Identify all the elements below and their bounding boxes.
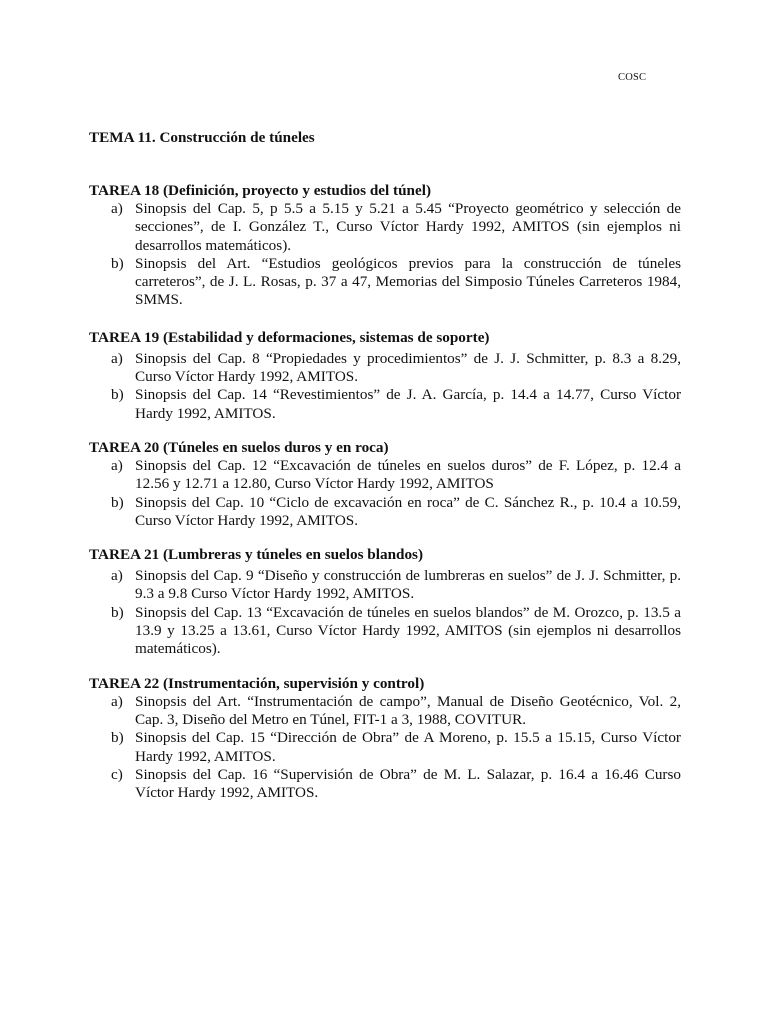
task-20: [89, 438, 681, 530]
list-item: [89, 457, 681, 494]
item-text: Sinopsis del Cap. 15 “Dirección de Obra” de A Moreno, p. 15.5 a 15.15, Curso Víctor Hardy 1992, AMITOS.: [135, 729, 681, 765]
task-heading: TAREA 18 (Definición, proyecto y estudios del túnel): [89, 182, 431, 199]
task-list: [89, 181, 681, 817]
item-text: Sinopsis del Cap. 16 “Supervisión de Obra” de M. L. Salazar, p. 16.4 a 16.46 Curso Víctor Hardy 1992, AMITOS.: [135, 765, 681, 802]
page-title: TEMA 11. Construcción de túneles: [89, 129, 315, 146]
item-marker: a): [111, 200, 123, 217]
list-item: [89, 494, 681, 531]
task-21: [89, 545, 681, 658]
list-item: [89, 255, 681, 310]
item-text: Sinopsis del Art. “Instrumentación de campo”, Manual de Diseño Geotécnico, Vol. 2, Cap. 3, Diseño del Metro en Túnel, FIT-1 a 3, 1988, COVITUR.: [135, 692, 681, 728]
item-text: Sinopsis del Cap. 14 “Revestimientos” de J. A. García, p. 14.4 a 14.77, Curso Víctor Hardy 1992, AMITOS.: [135, 386, 681, 422]
task-items: [89, 457, 681, 530]
list-item: [89, 567, 681, 604]
task-items: [89, 567, 681, 658]
item-text: Sinopsis del Cap. 5, p 5.5 a 5.15 y 5.21 a 5.45 “Proyecto geométrico y selección de secciones”, de I. González T., Curso Víctor Hardy 1992, AMITOS (sin ejemplos ni desarrollos matemáticos).: [135, 200, 681, 254]
item-text: Sinopsis del Cap. 8 “Propiedades y procedimientos” de J. J. Schmitter, p. 8.3 a 8.29, Curso Víctor Hardy 1992, AMITOS.: [135, 349, 681, 386]
item-marker: b): [111, 603, 124, 621]
task-items: [89, 200, 681, 310]
list-item: [89, 693, 681, 730]
list-item: [89, 604, 681, 659]
item-text: Sinopsis del Cap. 9 “Diseño y construcción de lumbreras en suelos” de J. J. Schmitter, p. 9.3 a 9.8 Curso Víctor Hardy 1992, AMITOS.: [135, 567, 681, 603]
task-heading: TAREA 19 (Estabilidad y deformaciones, sistemas de soporte): [89, 328, 490, 346]
list-item: [89, 729, 681, 766]
list-item: [89, 386, 681, 423]
task-items: [89, 693, 681, 803]
item-text: Sinopsis del Art. “Estudios geológicos previos para la construcción de túneles carreteros”, de J. L. Rosas, p. 37 a 47, Memorias del Simposio Túneles Carreteros 1984, SMMS.: [135, 254, 681, 309]
header-code: COSC: [618, 72, 647, 83]
task-items: [89, 350, 681, 423]
item-marker: b): [111, 254, 124, 272]
task-18: [89, 181, 681, 310]
task-22: [89, 674, 681, 803]
item-marker: b): [111, 729, 124, 747]
task-19: [89, 328, 681, 423]
item-marker: a): [111, 692, 123, 710]
list-item: [89, 766, 681, 803]
item-text: Sinopsis del Cap. 12 “Excavación de túneles en suelos duros” de F. López, p. 12.4 a 12.56 y 12.71 a 12.80, Curso Víctor Hardy 1992, AMITOS: [135, 456, 681, 493]
item-text: Sinopsis del Cap. 13 “Excavación de túneles en suelos blandos” de M. Orozco, p. 13.5 a 13.9 y 13.25 a 13.61, Curso Víctor Hardy 1992, AMITOS (sin ejemplos ni desarrollos matemáticos).: [135, 603, 681, 658]
item-marker: b): [111, 493, 124, 511]
item-marker: b): [111, 386, 124, 404]
task-heading: TAREA 20 (Túneles en suelos duros y en roca): [89, 438, 389, 456]
task-heading: TAREA 22 (Instrumentación, supervisión y control): [89, 674, 425, 692]
item-marker: a): [111, 456, 123, 474]
task-heading: TAREA 21 (Lumbreras y túneles en suelos blandos): [89, 546, 424, 564]
item-marker: a): [111, 567, 123, 585]
list-item: [89, 350, 681, 387]
item-marker: a): [111, 349, 123, 367]
list-item: [89, 200, 681, 255]
item-text: Sinopsis del Cap. 10 “Ciclo de excavación en roca” de C. Sánchez R., p. 10.4 a 10.59, Curso Víctor Hardy 1992, AMITOS.: [135, 493, 681, 529]
item-marker: c): [111, 765, 123, 783]
